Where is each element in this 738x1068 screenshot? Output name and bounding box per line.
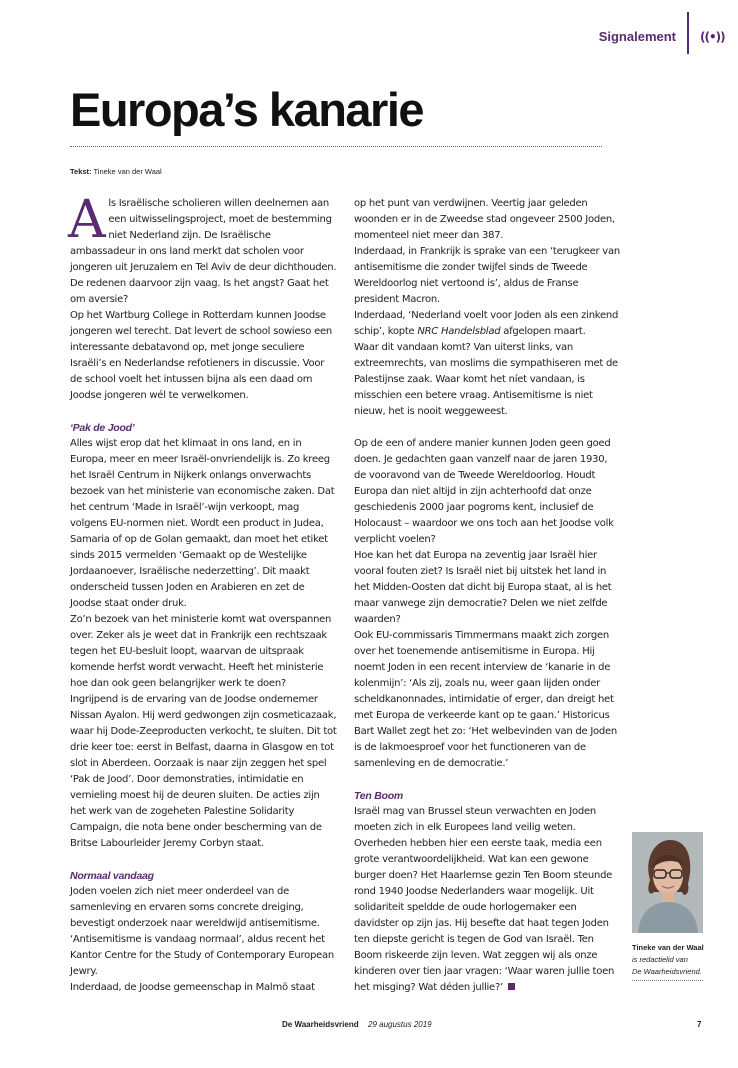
paragraph: Op het Wartburg College in Rotterdam kunnen Joodse jongeren wel terecht. Dat levert de school sowieso een interessante debatavond op, met jonge seculiere Israëli’s en Nederlandse refotieners in discussie. Voor de school voelt het intussen bijna als een daad om Joodse jongeren wél te verwelkomen.: [70, 310, 332, 401]
portrait-caption: [632, 942, 712, 978]
drop-cap: A: [68, 190, 106, 250]
byline-author: Tineke van der Waal: [93, 167, 162, 176]
section-divider: [687, 12, 689, 54]
intro-paragraph: Als Israëlische scholieren willen deelnemen aan een uitwisselingsproject, moet de bestemming niet Nederland zijn. De Israëlische ambassadeur in ons land merkt dat scholen voor jongeren uit Jeruzalem en Tel Aviv de deur dichthouden. De redenen daarvoor zijn vaag. Is het angst? Gaat het om aversie?: [68, 190, 337, 305]
paragraph: Waar dit vandaan komt? Van uiterst links, van extreemrechts, van moslims die sympathiseren met de Palestijnse zaak. Waar komt het níet vandaan, is misschien een betere vraag. Antisemitisme is niet nieuw, het is nooit weggeweest.: [354, 342, 618, 417]
paragraph: Joden voelen zich niet meer onderdeel van de samenleving en ervaren soms concrete dreiging, bevestigt onderzoek naar wereldwijd antisemitisme. ‘Antisemitisme is vandaag normaal’, aldus recent het Kantor Centre for the Study of Contemporary European Jewry.: [70, 886, 334, 977]
caption-note: is redactielid van: [632, 955, 688, 964]
subheading: Normaal vandaag: [70, 870, 154, 882]
paragraph: Alles wijst erop dat het klimaat in ons land, en in Europa, meer en meer Israël-onvriendelijk is. Zo kreeg het Israël Centrum in Nijkerk onlangs onverwachts bezoek van het ministerie van economische zaken. Dat het centrum ‘Made in Israël’-wijn verkoopt, mag volgens EU-normen niet. Wordt een product in Judea, Samaria of op de Golan gemaakt, dan moet het etiket sinds 2015 vermelden ‘Gemaakt op de Westelijke Jordaanoever, Israëlische nederzetting’. Dit maakt onderscheid tussen Joden en Arabieren en zet de Joodse staat onder druk.: [70, 438, 335, 609]
byline: [70, 167, 162, 176]
broadcast-signal-icon: ((•)): [700, 30, 725, 44]
newspaper-name: NRC Handelsblad: [417, 326, 501, 337]
magazine-name: De Waarheidsvriend: [282, 1020, 359, 1029]
caption-note: De Waarheidsvriend.: [632, 967, 702, 976]
article-column-right: [354, 196, 622, 996]
byline-label: Tekst:: [70, 167, 92, 176]
caption-name: Tineke van der Waal: [632, 943, 704, 952]
section-label: Signalement: [598, 29, 676, 44]
article-column-left: [68, 190, 338, 996]
paragraph: Inderdaad, de Joodse gemeenschap in Malmö staat: [70, 982, 315, 993]
paragraph: Inderdaad, in Frankrijk is sprake van een ‘terugkeer van antisemitisme die zonder twijfel sinds de Tweede Wereldoorlog niet vertoond is’, aldus de Franse president Macron.: [354, 246, 620, 305]
paragraph: Hoe kan het dat Europa na zeventig jaar Israël hier vooral fouten ziet? Is Israël niet bij uitstek het land in het Midden-Oosten dat dicht bij Europa staat, al is het maar vanwege zijn democratie? Delen we niet zelfde waarden?: [354, 550, 612, 625]
article-title: Europa’s kanarie: [70, 83, 424, 136]
subheading: ‘Pak de Jood’: [70, 422, 135, 434]
issue-date: 29 augustus 2019: [368, 1020, 432, 1029]
title-divider: [70, 146, 602, 147]
paragraph: Op de een of andere manier kunnen Joden geen goed doen. Je gedachten gaan vanzelf naar de jaren 1930, de vooravond van de Tweede Wereldoorlog. Houdt Europa dan niet altijd in zijn achterhoofd dat onze geschiedenis 2000 jaar pogroms kent, inclusief de Holocaust – waardoor we ons toch aan het Joodse volk verplicht voelen?: [354, 438, 614, 545]
paragraph: Ingrijpend is de ervaring van de Joodse ondernemer Nissan Ayalon. Hij werd gedwongen zijn cosmeticazaak, waar hij Dode-Zeeproducten verkocht, te sluiten. Dit tot drie keer toe: eerst in Belfast, daarna in Glasgow en tot slot in Aberdeen. Oorzaak is naar zijn zeggen het spel ‘Pak de Jood’. Door demonstraties, intimidatie en vernieling moest hij de deuren sluiten. De acties zijn het werk van de zogeheten Palestine Solidarity Campaign, die nota bene onder bescherming van de Britse Labourleider Jeremy Corbyn staat.: [70, 694, 337, 849]
end-mark-icon: [508, 983, 515, 990]
paragraph: Zo’n bezoek van het ministerie komt wat overspannen over. Zeker als je weet dat in Frankrijk een rechtszaak tegen het EU-besluit loopt, waarvan de uitspraak komende herfst wordt verwacht. Heeft het ministerie hoe dan ook geen belangrijker werk te doen?: [70, 614, 332, 689]
author-portrait: [632, 832, 703, 933]
caption-divider: [632, 980, 703, 981]
paragraph: Inderdaad, ‘Nederland voelt voor Joden als een zinkend schip’, kopte NRC Handelsblad afgelopen maart.: [354, 310, 619, 337]
paragraph: Ook EU-commissaris Timmermans maakt zich zorgen over het toenemende antisemitisme in Europa. Hij noemt Joden in een recent interview de ‘kanarie in de kolenmijn’: ‘Als zij, zoals nu, weer gaan lijden onder scheldkanonnades, intimidatie of erger, dan dreigt het met Europa de verkeerde kant op te gaan.’ Historicus Bart Wallet zegt het zo: ‘Het welbevinden van de Joden is de lakmoesproef voor het functioneren van de samenleving en de democratie.’: [354, 630, 617, 769]
subheading: Ten Boom: [354, 790, 403, 802]
paragraph: op het punt van verdwijnen. Veertig jaar geleden woonden er in de Zweedse stad ongeveer 2500 Joden, momenteel niet meer dan 387.: [354, 198, 615, 241]
page-number: 7: [697, 1020, 702, 1029]
paragraph: Israël mag van Brussel steun verwachten en Joden moeten zich in elk Europees land veilig weten. Overheden hebben hier een eerste taak, media een grote verantwoordelijkheid. Wat kan een gewone burger doen? Het Haarlemse gezin Ten Boom steunde rond 1940 Joodse Nederlanders waar mogelijk. Uit solidariteit speldde de oude horlogemaker een davidster op zijn jas. Hij besefte dat haat tegen Joden ten diepste gericht is tegen de God van Israël. Ten Boom riskeerde zijn leven. Wat zeggen wij als onze kinderen over tien jaar vragen: ‘Waar waren jullie toen het misging? Wat déden jullie?’: [354, 806, 615, 993]
